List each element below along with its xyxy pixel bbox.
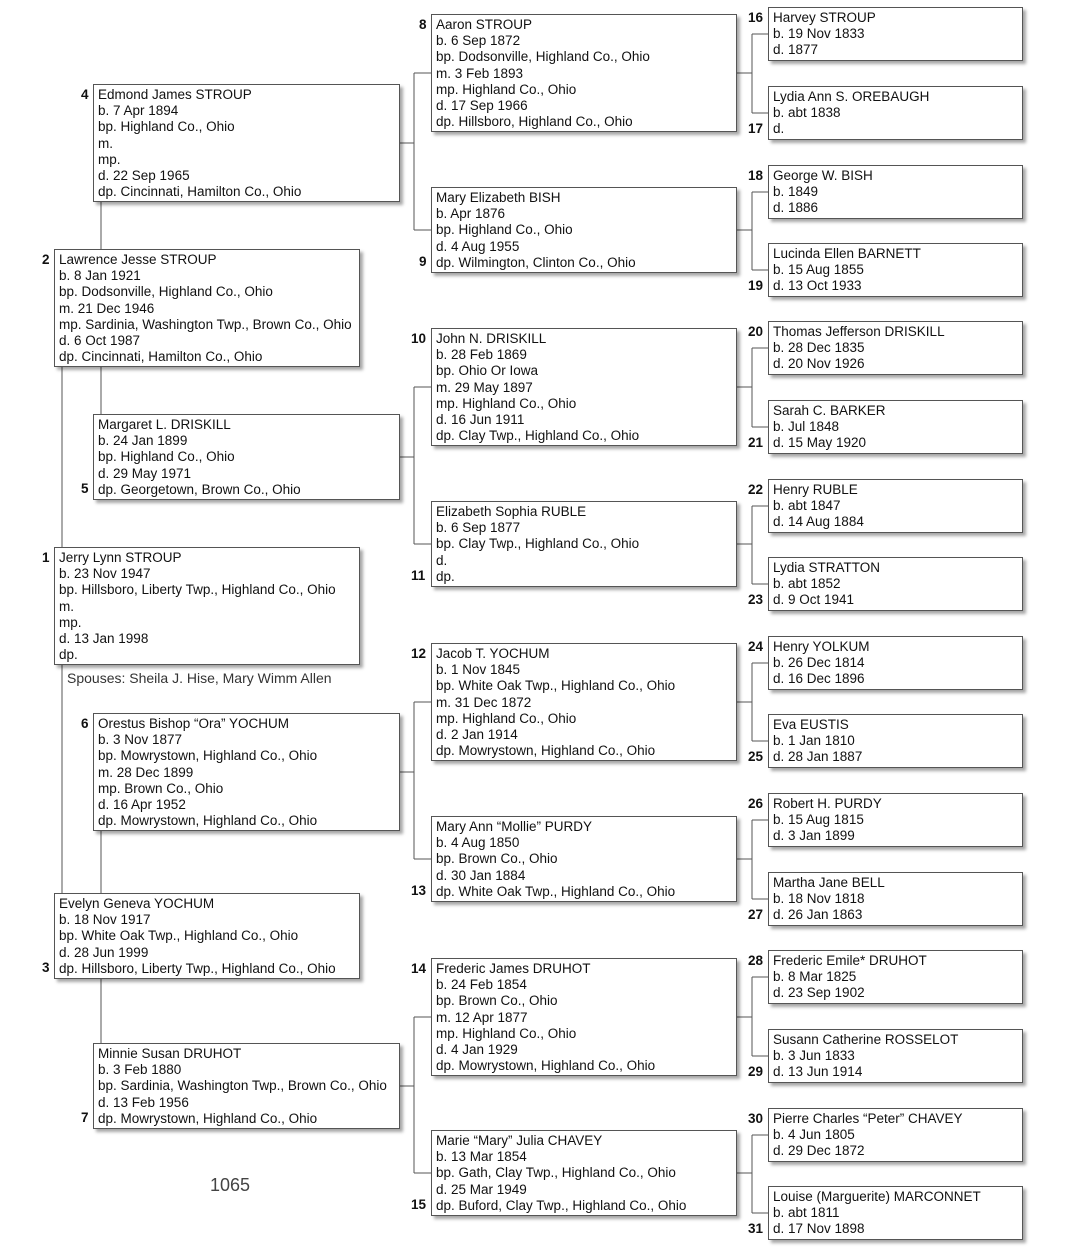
person-detail: mp. Highland Co., Ohio — [436, 1025, 577, 1041]
person-number-27: 27 — [748, 907, 764, 922]
person-detail: d. 28 Jun 1999 — [59, 944, 149, 960]
person-box-9 — [431, 187, 737, 273]
person-number-8: 8 — [419, 17, 427, 32]
person-detail: b. 26 Dec 1814 — [773, 655, 865, 671]
person-detail: dp. Cincinnati, Hamilton Co., Ohio — [98, 184, 302, 200]
person-number-5: 5 — [81, 481, 89, 496]
person-detail: mp. Highland Co., Ohio — [436, 710, 577, 726]
person-box-3 — [54, 893, 360, 979]
person-name: Elizabeth Sophia RUBLE — [436, 504, 587, 519]
spouses-note: Spouses: Sheila J. Hise, Mary Wimm Allen — [67, 670, 332, 686]
person-detail: m. — [98, 135, 113, 151]
person-detail: mp. — [59, 614, 82, 630]
person-name: Aaron STROUP — [436, 17, 533, 32]
person-detail: d. 20 Nov 1926 — [773, 356, 865, 372]
person-detail: b. 18 Nov 1818 — [773, 891, 865, 907]
person-detail: dp. White Oak Twp., Highland Co., Ohio — [436, 883, 676, 899]
person-detail: b. 1 Jan 1810 — [773, 733, 855, 749]
person-name: Mary Ann “Mollie” PURDY — [436, 819, 593, 834]
person-number-4: 4 — [81, 87, 89, 102]
person-number-12: 12 — [411, 646, 427, 661]
person-box-30 — [768, 1108, 1023, 1162]
person-number-20: 20 — [748, 324, 764, 339]
person-number-3: 3 — [42, 960, 50, 975]
person-detail: d. — [773, 121, 785, 137]
person-detail: d. 17 Sep 1966 — [436, 98, 528, 114]
person-detail: d. 4 Aug 1955 — [436, 238, 520, 254]
person-detail: dp. Hillsboro, Highland Co., Ohio — [436, 114, 633, 130]
person-name: Eva EUSTIS — [773, 717, 849, 732]
person-detail: b. 7 Apr 1894 — [98, 103, 179, 119]
person-detail: d. 28 Jan 1887 — [773, 749, 863, 765]
person-detail: dp. Mowrystown, Highland Co., Ohio — [436, 743, 656, 759]
person-detail: d. — [436, 552, 448, 568]
person-detail: d. 13 Jun 1914 — [773, 1064, 863, 1080]
person-number-29: 29 — [748, 1064, 764, 1079]
person-detail: b. 28 Dec 1835 — [773, 340, 865, 356]
person-box-12 — [431, 643, 737, 761]
person-detail: d. 25 Mar 1949 — [436, 1181, 527, 1197]
person-box-27 — [768, 872, 1023, 926]
person-box-23 — [768, 557, 1023, 611]
person-name: Frederic Emile* DRUHOT — [773, 953, 927, 968]
person-detail: b. 8 Jan 1921 — [59, 268, 141, 284]
person-name: Lucinda Ellen BARNETT — [773, 246, 921, 261]
person-box-10 — [431, 328, 737, 446]
person-detail: d. 29 May 1971 — [98, 465, 192, 481]
person-detail: d. 2 Jan 1914 — [436, 727, 518, 743]
person-name: Frederic James DRUHOT — [436, 961, 591, 976]
person-detail: m. 12 Apr 1877 — [436, 1009, 528, 1025]
person-box-29 — [768, 1029, 1023, 1083]
person-detail: b. 23 Nov 1947 — [59, 566, 151, 582]
person-detail: b. 15 Aug 1855 — [773, 262, 864, 278]
person-number-1: 1 — [42, 550, 50, 565]
person-box-2 — [54, 249, 360, 367]
person-detail: b. Apr 1876 — [436, 206, 506, 222]
person-number-11: 11 — [411, 568, 426, 583]
person-box-24 — [768, 636, 1023, 690]
person-name: Harvey STROUP — [773, 10, 876, 25]
person-detail: mp. — [98, 151, 121, 167]
person-detail: b. abt 1811 — [773, 1205, 840, 1221]
person-detail: bp. Hillsboro, Liberty Twp., Highland Co., Ohio — [59, 582, 336, 598]
person-detail: b. 4 Jun 1805 — [773, 1127, 855, 1143]
person-name: Jerry Lynn STROUP — [59, 550, 182, 565]
person-detail: bp. Dodsonville, Highland Co., Ohio — [436, 49, 650, 65]
page-number: 1065 — [210, 1175, 251, 1195]
person-name: Orestus Bishop “Ora” YOCHUM — [98, 716, 290, 731]
person-box-26 — [768, 793, 1023, 847]
person-detail: mp. Sardinia, Washington Twp., Brown Co., Ohio — [59, 316, 352, 332]
person-detail: bp. White Oak Twp., Highland Co., Ohio — [59, 928, 299, 944]
person-number-10: 10 — [411, 331, 427, 346]
person-detail: dp. Clay Twp., Highland Co., Ohio — [436, 428, 640, 444]
person-detail: dp. Georgetown, Brown Co., Ohio — [98, 481, 301, 497]
person-number-13: 13 — [411, 883, 427, 898]
person-name: George W. BISH — [773, 168, 873, 183]
person-detail: b. Jul 1848 — [773, 419, 840, 435]
person-number-18: 18 — [748, 168, 764, 183]
person-detail: dp. — [59, 647, 78, 663]
person-detail: b. 13 Mar 1854 — [436, 1149, 527, 1165]
person-detail: dp. Cincinnati, Hamilton Co., Ohio — [59, 349, 263, 365]
person-box-28 — [768, 950, 1023, 1004]
person-detail: bp. White Oak Twp., Highland Co., Ohio — [436, 678, 676, 694]
person-detail: m. 29 May 1897 — [436, 379, 533, 395]
person-box-22 — [768, 479, 1023, 533]
person-detail: b. abt 1847 — [773, 498, 841, 514]
person-box-17 — [768, 86, 1023, 140]
person-box-18 — [768, 165, 1023, 219]
person-number-9: 9 — [419, 254, 427, 269]
person-box-14 — [431, 958, 737, 1076]
person-name: Henry YOLKUM — [773, 639, 870, 654]
person-box-11 — [431, 501, 737, 587]
person-detail: b. 4 Aug 1850 — [436, 835, 520, 851]
person-detail: bp. Ohio Or Iowa — [436, 363, 539, 379]
person-detail: b. 24 Jan 1899 — [98, 433, 188, 449]
person-detail: mp. Highland Co., Ohio — [436, 395, 577, 411]
person-number-23: 23 — [748, 592, 764, 607]
person-detail: d. 13 Oct 1933 — [773, 278, 862, 294]
person-detail: m. 21 Dec 1946 — [59, 300, 155, 316]
person-detail: d. 14 Aug 1884 — [773, 514, 864, 530]
person-detail: mp. Brown Co., Ohio — [98, 780, 224, 796]
person-number-22: 22 — [748, 482, 764, 497]
person-name: Robert H. PURDY — [773, 796, 882, 811]
person-detail: dp. Mowrystown, Highland Co., Ohio — [436, 1058, 656, 1074]
person-detail: d. 9 Oct 1941 — [773, 592, 855, 608]
person-name: Evelyn Geneva YOCHUM — [59, 896, 215, 911]
person-detail: d. 4 Jan 1929 — [436, 1042, 518, 1058]
person-detail: d. 23 Sep 1902 — [773, 985, 865, 1001]
person-number-14: 14 — [411, 961, 427, 976]
person-detail: dp. — [436, 568, 455, 584]
person-detail: b. 15 Aug 1815 — [773, 812, 864, 828]
person-detail: bp. Gath, Clay Twp., Highland Co., Ohio — [436, 1165, 676, 1181]
person-number-21: 21 — [748, 435, 764, 450]
person-box-25 — [768, 714, 1023, 768]
person-name: Marie “Mary” Julia CHAVEY — [436, 1133, 603, 1148]
person-detail: d. 1877 — [773, 42, 819, 58]
person-detail: d. 6 Oct 1987 — [59, 333, 141, 349]
person-detail: dp. Mowrystown, Highland Co., Ohio — [98, 1110, 318, 1126]
person-name: Susann Catherine ROSSELOT — [773, 1032, 959, 1047]
person-name: Martha Jane BELL — [773, 875, 885, 890]
person-name: Edmond James STROUP — [98, 87, 252, 102]
person-detail: bp. Dodsonville, Highland Co., Ohio — [59, 284, 273, 300]
person-detail: b. 3 Jun 1833 — [773, 1048, 855, 1064]
person-detail: d. 3 Jan 1899 — [773, 828, 855, 844]
person-name: Sarah C. BARKER — [773, 403, 886, 418]
person-name: Lawrence Jesse STROUP — [59, 252, 217, 267]
person-detail: d. 15 May 1920 — [773, 435, 867, 451]
person-number-17: 17 — [748, 121, 764, 136]
person-detail: b. 8 Mar 1825 — [773, 969, 857, 985]
person-box-7 — [93, 1043, 400, 1129]
person-detail: b. 19 Nov 1833 — [773, 26, 865, 42]
person-box-4 — [93, 84, 400, 202]
person-detail: d. 22 Sep 1965 — [98, 168, 190, 184]
person-detail: b. 1849 — [773, 184, 819, 200]
person-detail: d. 16 Dec 1896 — [773, 671, 865, 687]
person-number-24: 24 — [748, 639, 764, 654]
person-number-31: 31 — [748, 1221, 764, 1236]
person-detail: bp. Highland Co., Ohio — [98, 119, 235, 135]
person-detail: bp. Mowrystown, Highland Co., Ohio — [98, 748, 318, 764]
person-detail: d. 30 Jan 1884 — [436, 867, 526, 883]
person-number-19: 19 — [748, 278, 764, 293]
person-detail: d. 17 Nov 1898 — [773, 1221, 865, 1237]
person-detail: dp. Mowrystown, Highland Co., Ohio — [98, 813, 318, 829]
person-name: Louise (Marguerite) MARCONNET — [773, 1189, 981, 1204]
person-box-16 — [768, 7, 1023, 61]
person-number-30: 30 — [748, 1111, 764, 1126]
person-number-28: 28 — [748, 953, 764, 968]
person-detail: d. 26 Jan 1863 — [773, 907, 863, 923]
person-name: Lydia Ann S. OREBAUGH — [773, 89, 930, 104]
person-box-6 — [93, 713, 400, 831]
person-detail: m. 31 Dec 1872 — [436, 694, 532, 710]
person-detail: bp. Brown Co., Ohio — [436, 851, 558, 867]
person-box-15 — [431, 1130, 737, 1216]
person-detail: b. 28 Feb 1869 — [436, 347, 527, 363]
person-number-15: 15 — [411, 1197, 427, 1212]
person-number-7: 7 — [81, 1110, 89, 1125]
person-number-26: 26 — [748, 796, 764, 811]
person-detail: d. 16 Jun 1911 — [436, 412, 525, 428]
person-detail: dp. Hillsboro, Liberty Twp., Highland Co., Ohio — [59, 960, 336, 976]
person-detail: b. abt 1838 — [773, 105, 841, 121]
person-detail: b. abt 1852 — [773, 576, 841, 592]
person-name: Minnie Susan DRUHOT — [98, 1046, 242, 1061]
person-detail: b. 3 Nov 1877 — [98, 732, 183, 748]
person-box-31 — [768, 1186, 1023, 1240]
person-detail: bp. Highland Co., Ohio — [436, 222, 573, 238]
person-detail: d. 1886 — [773, 200, 819, 216]
person-number-16: 16 — [748, 10, 764, 25]
person-box-20 — [768, 321, 1023, 375]
person-detail: bp. Brown Co., Ohio — [436, 993, 558, 1009]
person-detail: b. 3 Feb 1880 — [98, 1062, 182, 1078]
person-detail: m. 3 Feb 1893 — [436, 65, 524, 81]
person-box-21 — [768, 400, 1023, 454]
person-box-8 — [431, 14, 737, 132]
person-name: Pierre Charles “Peter” CHAVEY — [773, 1111, 963, 1126]
person-name: Henry RUBLE — [773, 482, 858, 497]
person-name: Thomas Jefferson DRISKILL — [773, 324, 945, 339]
person-number-25: 25 — [748, 749, 764, 764]
person-detail: d. 16 Apr 1952 — [98, 797, 186, 813]
person-detail: m. 28 Dec 1899 — [98, 764, 194, 780]
person-box-19 — [768, 243, 1023, 297]
person-detail: b. 1 Nov 1845 — [436, 662, 521, 678]
person-detail: bp. Clay Twp., Highland Co., Ohio — [436, 536, 640, 552]
person-name: Mary Elizabeth BISH — [436, 190, 561, 205]
person-name: Jacob T. YOCHUM — [436, 646, 550, 661]
person-detail: b. 24 Feb 1854 — [436, 977, 527, 993]
person-box-13 — [431, 816, 737, 902]
person-number-2: 2 — [42, 252, 50, 267]
person-detail: bp. Highland Co., Ohio — [98, 449, 235, 465]
person-detail: b. 6 Sep 1877 — [436, 520, 521, 536]
person-number-6: 6 — [81, 716, 89, 731]
person-detail: dp. Buford, Clay Twp., Highland Co., Ohio — [436, 1197, 687, 1213]
person-detail: mp. Highland Co., Ohio — [436, 81, 577, 97]
person-box-1 — [54, 547, 360, 665]
person-name: Lydia STRATTON — [773, 560, 881, 575]
person-detail: d. 29 Dec 1872 — [773, 1143, 865, 1159]
person-detail: dp. Wilmington, Clinton Co., Ohio — [436, 254, 636, 270]
person-name: Margaret L. DRISKILL — [98, 417, 231, 432]
person-box-5 — [93, 414, 400, 500]
person-detail: bp. Sardinia, Washington Twp., Brown Co., Ohio — [98, 1078, 387, 1094]
person-detail: m. — [59, 598, 74, 614]
person-name: John N. DRISKILL — [436, 331, 547, 346]
person-detail: d. 13 Feb 1956 — [98, 1094, 189, 1110]
person-detail: b. 6 Sep 1872 — [436, 33, 521, 49]
person-detail: b. 18 Nov 1917 — [59, 912, 151, 928]
person-detail: d. 13 Jan 1998 — [59, 631, 149, 647]
